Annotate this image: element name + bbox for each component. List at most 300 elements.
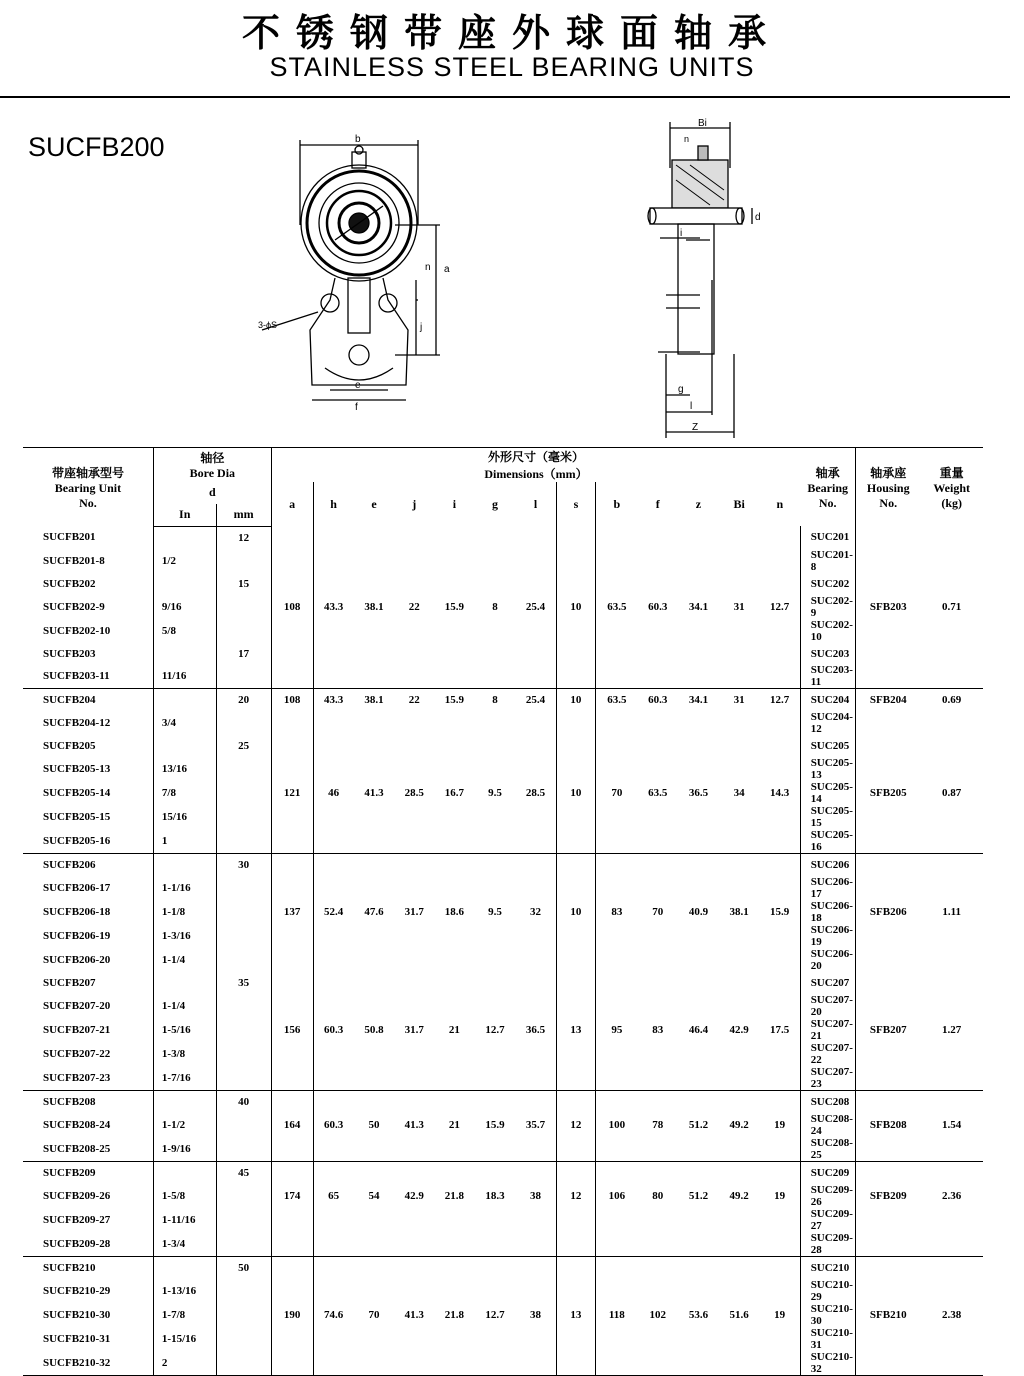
cell-dim-bi: 31 <box>733 600 745 613</box>
cell-dim-z <box>678 1137 719 1162</box>
cell-dim-z <box>678 526 719 548</box>
cell-weight <box>920 526 983 548</box>
cell-dim-l <box>515 549 556 573</box>
cell-dim-g <box>475 526 516 548</box>
cell-dim-z <box>678 805 719 829</box>
front-view-drawing <box>250 128 450 418</box>
cell-bore-mm: 45 <box>216 1161 271 1183</box>
cell-bearing: SUC207-21 <box>800 1018 855 1042</box>
cell-dim-j <box>394 805 434 829</box>
cell-dim-a <box>271 805 313 829</box>
cell-dim-n <box>760 805 801 829</box>
cell-model: SUCFB205-13 <box>43 763 111 776</box>
table-row <box>23 854 983 876</box>
cell-model: SUCFB207-21 <box>43 1024 111 1037</box>
col-header-g: g <box>492 496 499 511</box>
cell-dim-n <box>760 1256 801 1278</box>
cell-dim-g: 18.3 <box>485 1189 505 1202</box>
cell-bearing: SUC207-20 <box>800 994 855 1018</box>
cell-dim-i <box>434 643 475 665</box>
cell-model: SUCFB206-17 <box>43 882 111 895</box>
cell-weight: 1.54 <box>942 1118 962 1131</box>
cell-dim-a: 121 <box>271 781 313 805</box>
cell-dim-e <box>354 1066 395 1091</box>
cell-housing <box>856 1066 921 1091</box>
table-row <box>23 1042 983 1066</box>
side-label-d: d <box>755 212 761 223</box>
cell-dim-n <box>760 1351 801 1376</box>
cell-dim-i: 21 <box>448 1118 460 1131</box>
cell-dim-f <box>637 643 678 665</box>
cell-model: SUCFB206-18 <box>43 906 111 919</box>
cell-dim-z <box>678 1232 719 1257</box>
cell-dim-j: 31.7 <box>404 906 424 919</box>
cell-dim-f <box>637 1208 678 1232</box>
cell-bore-in: 1-9/16 <box>153 1137 216 1162</box>
cell-dim-f <box>637 1042 678 1066</box>
cell-dim-h <box>313 1042 354 1066</box>
col-header-i: i <box>452 496 457 511</box>
cell-dim-a <box>271 948 313 972</box>
cell-dim-g <box>475 664 516 689</box>
cell-dim-i <box>434 948 475 972</box>
cell-dim-n <box>760 664 801 689</box>
cell-dim-f <box>637 1279 678 1303</box>
cell-model: SUCFB204 <box>43 694 96 707</box>
cell-dim-bi <box>719 664 760 689</box>
cell-dim-i <box>434 1137 475 1162</box>
cell-housing <box>856 948 921 972</box>
cell-dim-l: 36.5 <box>525 1024 546 1037</box>
table-row <box>23 924 983 948</box>
cell-dim-j <box>394 573 434 595</box>
cell-dim-g <box>475 948 516 972</box>
cell-dim-f <box>637 1232 678 1257</box>
cell-dim-n <box>760 1232 801 1257</box>
cell-bore-mm <box>216 1327 271 1351</box>
cell-dim-n: 15.9 <box>769 906 790 919</box>
cell-weight <box>920 643 983 665</box>
cell-dim-i <box>434 573 475 595</box>
cell-dim-a: 174 <box>271 1184 313 1208</box>
cell-dim-bi <box>719 1066 760 1091</box>
col-header-a: a <box>271 482 313 526</box>
cell-dim-z: 51.2 <box>688 1118 709 1131</box>
cell-dim-l <box>515 1327 556 1351</box>
cell-dim-j <box>394 948 434 972</box>
col-header-bore: 轴径 Bore Dia <box>153 448 271 483</box>
cell-bearing: SUC207-23 <box>800 1066 855 1091</box>
cell-bore-in: 1-7/8 <box>153 1303 216 1327</box>
cell-model: SUCFB209 <box>43 1166 96 1179</box>
cell-dim-f: 102 <box>649 1308 667 1321</box>
cell-housing <box>856 526 921 548</box>
cell-bore-in <box>153 1091 216 1113</box>
cell-dim-l <box>515 1161 556 1183</box>
table-row <box>23 805 983 829</box>
cell-dim-l <box>515 972 556 994</box>
cell-dim-n <box>760 854 801 876</box>
cell-housing <box>856 1351 921 1376</box>
cell-bearing: SUC206-19 <box>800 924 855 948</box>
cell-dim-z: 46.4 <box>688 1024 709 1037</box>
cell-dim-l <box>515 1351 556 1376</box>
cell-weight <box>920 549 983 573</box>
cell-bore-mm: 35 <box>216 972 271 994</box>
cell-dim-i <box>434 1232 475 1257</box>
cell-bore-mm: 30 <box>216 854 271 876</box>
cell-dim-bi <box>719 829 760 854</box>
cell-dim-s <box>556 805 596 829</box>
cell-dim-f <box>637 1161 678 1183</box>
cell-dim-bi <box>719 1137 760 1162</box>
cell-dim-f <box>637 876 678 900</box>
cell-dim-f <box>637 711 678 735</box>
cell-model: SUCFB210-30 <box>43 1308 111 1321</box>
cell-dim-z <box>678 1161 719 1183</box>
cell-dim-bi <box>719 805 760 829</box>
cell-dim-h <box>313 1351 354 1376</box>
cell-dim-l <box>515 1208 556 1232</box>
cell-housing <box>856 1042 921 1066</box>
side-label-i: i <box>680 228 683 239</box>
cell-bore-mm <box>216 1279 271 1303</box>
cell-bore-in: 1-5/8 <box>153 1184 216 1208</box>
cell-dim-a <box>271 1042 313 1066</box>
cell-model: SUCFB210-29 <box>43 1284 111 1297</box>
cell-model: SUCFB204-12 <box>43 717 111 730</box>
cell-bearing: SUC210-29 <box>800 1279 855 1303</box>
cell-dim-f: 70 <box>652 906 664 919</box>
cell-bore-in: 1-3/16 <box>153 924 216 948</box>
cell-weight <box>920 924 983 948</box>
cell-dim-g: 12.7 <box>485 1024 505 1037</box>
cell-weight <box>920 972 983 994</box>
table-row <box>23 1137 983 1162</box>
cell-dim-i: 15.9 <box>444 694 464 707</box>
cell-dim-s <box>556 948 596 972</box>
cell-bearing: SUC202-9 <box>800 595 855 619</box>
cell-model: SUCFB205-14 <box>43 787 111 800</box>
cell-dim-bi <box>719 1208 760 1232</box>
cell-dim-z <box>678 619 719 643</box>
cell-dim-bi <box>719 619 760 643</box>
cell-bearing: SUC203 <box>800 643 855 665</box>
cell-dim-n <box>760 1327 801 1351</box>
cell-dim-s <box>556 972 596 994</box>
cell-dim-g <box>475 1208 516 1232</box>
cell-dim-b <box>596 1137 638 1162</box>
cell-weight <box>920 1256 983 1278</box>
cell-dim-g <box>475 1351 516 1376</box>
cell-dim-g <box>475 619 516 643</box>
cell-dim-e: 50.8 <box>364 1024 384 1037</box>
table-row <box>23 1208 983 1232</box>
cell-dim-b <box>596 1327 638 1351</box>
front-label-e: e <box>355 380 361 391</box>
cell-dim-e: 47.6 <box>364 906 384 919</box>
cell-dim-e <box>354 573 395 595</box>
cell-bearing: SUC209-27 <box>800 1208 855 1232</box>
table-row <box>23 1232 983 1257</box>
cell-dim-f <box>637 972 678 994</box>
cell-dim-e <box>354 876 395 900</box>
table-row <box>23 900 983 924</box>
cell-dim-g <box>475 1232 516 1257</box>
cell-dim-j <box>394 829 434 854</box>
cell-model: SUCFB207-23 <box>23 1066 153 1091</box>
cell-bearing: SUC201-8 <box>800 549 855 573</box>
cell-dim-bi <box>719 1161 760 1183</box>
table-row <box>23 1113 983 1137</box>
cell-dim-l: 38 <box>529 1189 541 1202</box>
cell-dim-a <box>271 1161 313 1183</box>
cell-bore-mm <box>216 924 271 948</box>
cell-bearing: SUC204 <box>800 689 855 711</box>
cell-dim-j <box>394 1351 434 1376</box>
cell-bore-in: 1-5/16 <box>153 1018 216 1042</box>
cell-dim-j: 41.3 <box>404 1118 424 1131</box>
cell-dim-z <box>678 711 719 735</box>
cell-housing <box>856 854 921 876</box>
cell-dim-z <box>678 1066 719 1091</box>
cell-bearing: SUC207-22 <box>800 1042 855 1066</box>
side-label-bi: Bi <box>698 118 707 129</box>
cell-dim-z <box>678 972 719 994</box>
cell-dim-n <box>760 735 801 757</box>
cell-dim-n <box>760 1066 801 1091</box>
cell-dim-l <box>515 1091 556 1113</box>
cell-bore-mm <box>216 1018 271 1042</box>
cell-dim-i: 18.6 <box>444 906 464 919</box>
cell-bearing: SUC210-32 <box>800 1351 855 1376</box>
cell-model: SUCFB210-32 <box>23 1351 153 1376</box>
cell-dim-f: 83 <box>652 1024 664 1037</box>
cell-bore-in: 1-1/4 <box>153 948 216 972</box>
cell-dim-f <box>637 948 678 972</box>
cell-bore-mm <box>216 781 271 805</box>
cell-dim-bi: 49.2 <box>729 1118 749 1131</box>
cell-dim-e <box>354 829 395 854</box>
cell-dim-b: 106 <box>596 1184 638 1208</box>
cell-dim-e <box>354 526 395 548</box>
cell-dim-b <box>596 711 638 735</box>
cell-housing <box>856 1279 921 1303</box>
col-header-n: n <box>776 496 784 511</box>
cell-dim-s <box>556 573 596 595</box>
cell-dim-a <box>271 643 313 665</box>
side-label-n: n <box>684 134 690 144</box>
side-label-l: l <box>690 401 693 412</box>
cell-bore-in: 1-1/2 <box>153 1113 216 1137</box>
cell-dim-s <box>556 854 596 876</box>
cell-dim-l <box>515 1137 556 1162</box>
cell-weight: 1.27 <box>942 1024 962 1037</box>
cell-dim-i <box>434 854 475 876</box>
cell-dim-a <box>271 526 313 548</box>
cell-dim-e <box>354 1279 395 1303</box>
cell-dim-l <box>515 829 556 854</box>
cell-dim-f <box>637 664 678 689</box>
cell-bore-in <box>153 735 216 757</box>
cell-dim-a <box>271 1091 313 1113</box>
cell-dim-s <box>556 549 596 573</box>
cell-model: SUCFB205-15 <box>43 811 111 824</box>
cell-dim-h <box>313 643 354 665</box>
cell-dim-j <box>394 549 434 573</box>
cell-weight <box>920 948 983 972</box>
cell-dim-b: 63.5 <box>596 689 638 711</box>
cell-dim-i <box>434 1327 475 1351</box>
cell-model: SUCFB201-8 <box>43 554 105 567</box>
cell-dim-s: 13 <box>556 1303 596 1327</box>
cell-dim-e <box>354 1042 395 1066</box>
cell-dim-i <box>434 1042 475 1066</box>
cell-bore-in: 15/16 <box>153 805 216 829</box>
side-label-g: g <box>678 384 684 395</box>
cell-bearing: SUC210-31 <box>800 1327 855 1351</box>
cell-dim-bi <box>719 972 760 994</box>
cell-bore-in: 5/8 <box>153 619 216 643</box>
cell-dim-h <box>313 1091 354 1113</box>
cell-dim-a <box>271 1137 313 1162</box>
cell-dim-l <box>515 1279 556 1303</box>
cell-dim-j <box>394 854 434 876</box>
table-row <box>23 829 983 854</box>
cell-dim-j <box>394 876 434 900</box>
cell-dim-bi <box>719 994 760 1018</box>
cell-dim-z <box>678 1256 719 1278</box>
cell-dim-l: 25.4 <box>525 600 546 613</box>
cell-bore-mm <box>216 876 271 900</box>
cell-dim-f <box>637 924 678 948</box>
cell-dim-s <box>556 924 596 948</box>
cell-dim-b: 70 <box>596 781 638 805</box>
cell-dim-l <box>515 1066 556 1091</box>
cell-dim-j <box>394 994 434 1018</box>
cell-dim-g <box>475 854 516 876</box>
cell-bore-in: 9/16 <box>153 595 216 619</box>
cell-dim-s: 10 <box>556 781 596 805</box>
cell-dim-a: 156 <box>271 1018 313 1042</box>
table-row <box>23 1351 983 1376</box>
cell-bore-in: 7/8 <box>153 781 216 805</box>
col-header-model: 带座轴承型号 Bearing Unit No. <box>23 448 153 527</box>
cell-dim-g <box>475 573 516 595</box>
cell-dim-bi: 42.9 <box>729 1024 749 1037</box>
cell-housing <box>856 1137 921 1162</box>
cell-dim-b: 63.5 <box>596 595 638 619</box>
col-header-h: h <box>313 482 354 526</box>
cell-bore-mm <box>216 549 271 573</box>
cell-dim-i <box>434 1208 475 1232</box>
cell-dim-i: 21 <box>448 1024 460 1037</box>
cell-dim-bi <box>719 573 760 595</box>
col-header-b: b <box>596 482 638 526</box>
cell-dim-bi: 34 <box>733 787 745 800</box>
cell-bore-in: 1-7/16 <box>153 1066 216 1091</box>
cell-dim-h <box>313 1256 354 1278</box>
cell-dim-j <box>394 972 434 994</box>
cell-bore-in: 3/4 <box>153 711 216 735</box>
cell-dim-h <box>313 854 354 876</box>
cell-model: SUCFB208-25 <box>23 1137 153 1162</box>
cell-bore-mm <box>216 1066 271 1091</box>
cell-dim-b <box>596 1208 638 1232</box>
cell-housing <box>856 643 921 665</box>
cell-dim-h <box>313 549 354 573</box>
cell-dim-l: 35.7 <box>525 1118 546 1131</box>
table-row <box>23 994 983 1018</box>
cell-dim-a <box>271 664 313 689</box>
cell-bore-mm <box>216 1303 271 1327</box>
cell-dim-g: 8 <box>492 694 498 707</box>
cell-weight <box>920 1351 983 1376</box>
col-header-j: j <box>412 496 417 511</box>
table-row <box>23 757 983 781</box>
cell-weight <box>920 757 983 781</box>
cell-dim-a <box>271 876 313 900</box>
cell-housing: SFB203 <box>856 595 921 619</box>
cell-dim-s: 13 <box>556 1018 596 1042</box>
cell-dim-z: 51.2 <box>688 1189 709 1202</box>
cell-bore-mm: 40 <box>216 1091 271 1113</box>
cell-dim-h: 65 <box>313 1184 354 1208</box>
cell-dim-s: 10 <box>556 900 596 924</box>
cell-dim-b <box>596 1042 638 1066</box>
cell-dim-z <box>678 876 719 900</box>
cell-dim-i <box>434 876 475 900</box>
cell-dim-bi <box>719 1351 760 1376</box>
cell-dim-n <box>760 643 801 665</box>
cell-dim-j: 22 <box>408 694 420 707</box>
cell-housing <box>856 829 921 854</box>
cell-housing: SFB206 <box>856 900 921 924</box>
cell-housing <box>856 711 921 735</box>
cell-bore-in: 1-3/4 <box>153 1232 216 1257</box>
cell-dim-h: 74.6 <box>313 1303 354 1327</box>
table-row <box>23 689 983 711</box>
table-row <box>23 711 983 735</box>
cell-weight <box>920 994 983 1018</box>
cell-bearing: SUC205-16 <box>800 829 855 854</box>
cell-bore-in: 1-15/16 <box>153 1327 216 1351</box>
cell-dim-i <box>434 1161 475 1183</box>
cell-dim-e <box>354 1232 395 1257</box>
cell-bearing: SUC205 <box>800 735 855 757</box>
cell-bore-in <box>153 1161 216 1183</box>
cell-dim-h: 60.3 <box>313 1113 354 1137</box>
cell-bore-mm <box>216 829 271 854</box>
cell-dim-i <box>434 549 475 573</box>
cell-dim-b <box>596 619 638 643</box>
cell-housing <box>856 735 921 757</box>
series-label: SUCFB200 <box>28 132 165 162</box>
cell-dim-f <box>637 735 678 757</box>
cell-dim-a <box>271 1327 313 1351</box>
front-label-b: b <box>355 134 361 145</box>
cell-housing <box>856 1327 921 1351</box>
cell-dim-a <box>271 619 313 643</box>
cell-housing <box>856 805 921 829</box>
cell-housing: SFB207 <box>856 1018 921 1042</box>
cell-dim-bi <box>719 1091 760 1113</box>
cell-dim-b <box>596 1161 638 1183</box>
cell-dim-i <box>434 619 475 643</box>
cell-housing <box>856 1232 921 1257</box>
cell-model: SUCFB205 <box>43 740 96 753</box>
cell-weight <box>920 664 983 689</box>
